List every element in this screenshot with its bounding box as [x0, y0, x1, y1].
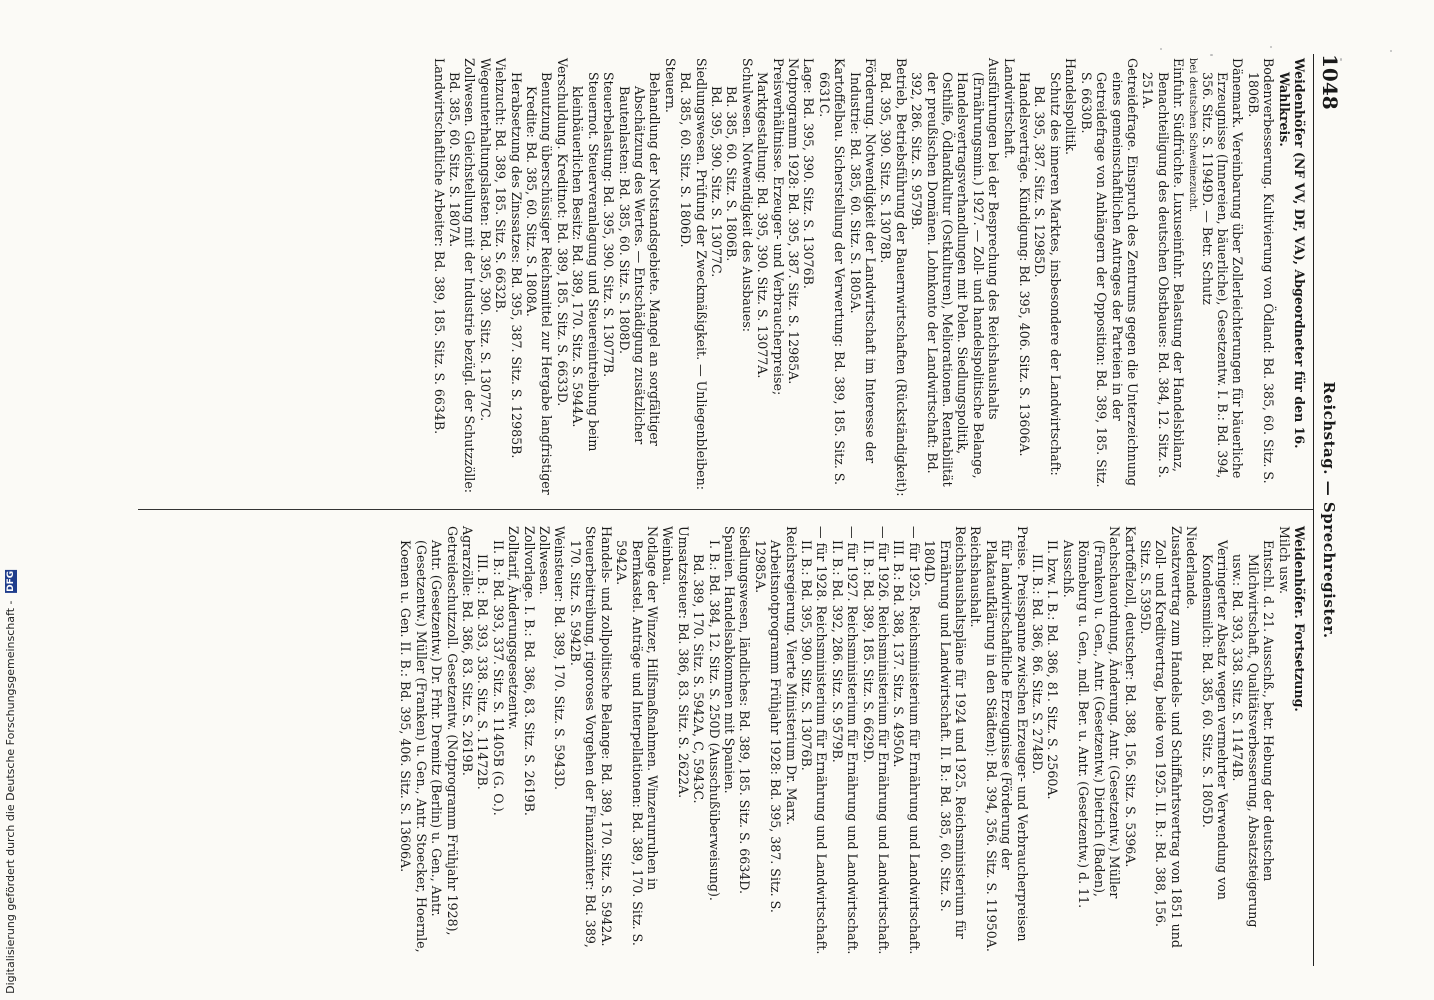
- register-entry: Reichshaushalt.: [968, 526, 984, 628]
- register-entry: Bodenverbesserung. Kultivierung von Ödland: Bd. 385, 60. Sitz. S. 1806B.: [1245, 58, 1277, 484]
- register-entry: Handelsverträge. Kündigung: Bd. 395, 406. Sitz. S. 13606A.: [1017, 72, 1033, 457]
- register-entry: Weidenhöfer. Fortsetzung.: [1292, 526, 1307, 712]
- register-entry: Zusatzvertrag zum Handels- und Schiffahrtsvertrag von 1851 und Zoll- und Kreditvertrag, beide von 1925. II. B.: Bd. 388, 156. Sitz. S. 5395D.: [1137, 526, 1184, 948]
- register-entry: — für 1925. Reichsministerium für Ernährung und Landwirtschaft. III. B.: Bd. 388, 137. Sitz. S. 4950A.: [891, 526, 922, 955]
- register-entry: Weidenhöfer (NF VV, DF, VA), Abgeordneter für den 16. Wahlkreis.: [1276, 58, 1307, 449]
- register-entry: Kartoffelzoll, deutscher: Bd. 388, 156. Sitz. S. 5396A.: [1122, 526, 1138, 868]
- register-entry: Dänemark. Vereinbarung über Zollerleichterungen für bäuerliche Erzeugnisse (Innereien, bäuerliche), Gesetzentw. I. B.: Bd. 394, 356. Sitz. S. 11949D. — Betr. Schutz: [1199, 58, 1246, 479]
- register-entry: Steuern.: [662, 58, 678, 113]
- register-entry: III. B.: Bd. 386, 86. Sitz. S. 2748D.: [1030, 554, 1046, 775]
- running-title: Reichstag. — Sprechregister.: [1320, 381, 1338, 639]
- register-entry: Schulwesen. Notwendigkeit des Ausbaues:: [739, 58, 755, 333]
- register-entry: Steuerbeitreibung, rigoroses Vorgehen der Finanzämter: Bd. 389, 170. Sitz. S. 5942B.: [567, 526, 599, 948]
- credit-text: Digitalisierung gefördert durch die Deutsche Forschungsgemeinschaft -: [4, 600, 17, 994]
- register-entry: — für 1927. Reichsministerium für Ernährung und Landwirtschaft. II. B.: Bd. 392, 286. Sitz. S. 9579B.: [829, 526, 861, 955]
- page-content: [110, 40, 1350, 980]
- page-number: 1048: [1318, 54, 1342, 110]
- register-entry: Ausführungen bei der Besprechung des Reichshaushalts (Ernährungsmin.) 1927. — Zoll- und handelspolitische Belange, Handelsvertragsverhandlungen mit Polen. Siedlungspolitik, Osthilfe, Ödlandkultur (Ostkulturen), Meliorationen. Rentabilität der preußischen Domänen. Lohnkonto der Landwirtschaft: Bd. 392, 286. Sitz. S. 9579B.: [909, 58, 1002, 487]
- register-entry: Weinbau.: [660, 526, 676, 586]
- register-entry: Kartoffelbau. Sicherstellung der Verwertung: Bd. 389, 185. Sitz. S. 6631C.: [816, 58, 848, 486]
- register-entry: Notprogramm 1928: Bd. 395, 387. Sitz. S. 12985A.: [786, 58, 801, 385]
- register-entry: Benutzung überschüssiger Reichsmittel zur Hergabe langfristiger Kredite: Bd. 385, 60. Sitz. S. 1808A.: [524, 72, 555, 495]
- register-entry: Behandlung der Notstandsgebiete. Mangel an sorgfältiger Abschätzung des Wertes. — Entschädigung zusätzlicher Bautenlasten: Bd. 385, 60. Sitz. S. 1808D.: [616, 72, 663, 446]
- register-entry: Umsatzsteuer: Bd. 386, 83. Sitz. S. 2622A.: [675, 526, 691, 799]
- register-entry: Schutz des inneren Marktes, insbesondere der Landwirtschaft: Bd. 395, 387. Sitz. S. 12985D.: [1032, 72, 1063, 476]
- register-entry: III. B.: Bd. 393, 338. Sitz. S. 11472B.: [475, 554, 491, 790]
- register-entry: Zollvorlage. I. B.: Bd. 386, 83. Sitz. S. 2619B.: [521, 526, 537, 816]
- register-entry: Nachschauordnung, Änderung. Antr. (Gesetzentw.) Müller (Franken) u. Gen., Antr. (Gesetzentw.) Dietrich (Baden), Rönneburg u. Gen., mdl. Ber. u. Antr. (Gesetzentw.) d. 11. Ausschß.: [1060, 526, 1123, 909]
- register-entry: II. bzw. I. B.: Bd. 386, 81. Sitz. S. 2560A.: [1045, 540, 1061, 800]
- register-entry: Herabsetzung des Zinssatzes: Bd. 395, 387. Sitz. S. 12985B.: [508, 72, 524, 459]
- register-entry: Zollwesen. Gleichstellung mit der Industrie bezügl. der Schutzzölle: Bd. 385, 60. Sitz. S. 1807A.: [447, 58, 478, 494]
- register-entry: Getreidefrage. Einspruch des Zentrums gegen die Unterzeichnung eines gemeinschaftlichen Antrages der Parteien in der Getreidefrage von Anhängern der Opposition: Bd. 389, 185. Sitz. S. 6630B.: [1078, 58, 1140, 488]
- register-entry: Niederlande.: [1184, 526, 1200, 610]
- register-entry: I. B.: Bd. 384, 12. Sitz. S. 250D (Ausschußüberweisung).: [706, 540, 722, 901]
- register-columns: [138, 54, 1313, 966]
- register-entry: Siedlungswesen. Prüfung der Zweckmäßigkeit. — Unliegenbleiben: Bd. 385, 60. Sitz. S. 1806D.: [678, 58, 709, 490]
- register-entry: Spanien. Handelsabkommen mit Spanien.: [721, 526, 737, 794]
- register-entry: — für 1926. Reichsministerium für Ernährung und Landwirtschaft. II. B.: Bd. 389, 185. Sitz. S. 6629D.: [860, 526, 892, 955]
- register-entry: Landwirtschaft.: [1001, 58, 1017, 159]
- register-entry: Zollwesen.: [537, 526, 553, 595]
- register-entry: Steuernot. Steuerveranlagung und Steuereintreibung beim kleinbäuerlichen Besitz: Bd. 389, 170. Sitz. S. 5944A.: [570, 72, 601, 452]
- register-entry: Viehzucht: Bd. 389, 185. Sitz. S. 6632B.: [493, 58, 509, 313]
- register-entry: II. B.: Bd. 393, 337. Sitz. S. 11405B (G. O.).: [490, 540, 506, 816]
- register-entry: Einfuhr. Südfrüchte. Luxuseinfuhr. Belastung der Handelsbilanz, Benachteiligung des deutschen Obstbaues: Bd. 384, 12. Sitz. S. 251A.: [1140, 58, 1187, 478]
- digitization-credit: [4, 570, 17, 994]
- register-entry: Agrarzölle: Bd. 386, 83. Sitz. S. 2619B.: [460, 526, 476, 776]
- register-entry: Lage: Bd. 395, 390. Sitz. S. 13076B.: [801, 58, 817, 289]
- register-entry: Milch usw.: [1276, 526, 1292, 594]
- register-entry: Reichshaushaltspläne für 1924 und 1925. Reichsministerium für Ernährung und Landwirtschaft. II. B.: Bd. 385, 60. Sitz. S. 1804D.: [922, 526, 969, 939]
- register-entry: Wegeunterhaltungslasten: Bd. 395, 390. Sitz. S. 13077C.: [477, 58, 493, 422]
- register-entry: Handelspolitik.: [1063, 58, 1079, 156]
- register-entry: Verringerter Absatz wegen vermehrter Verwendung von Kondensmilch: Bd. 385, 60. Sitz. S. 1805D.: [1199, 540, 1230, 900]
- register-entry: Betrieb, Betriebsführung der Bauernwirtschaften (Rückständigkeit): Bd. 395, 390. Sitz. S. 13078B.: [878, 58, 909, 497]
- register-entry: Bd. 385, 60. Sitz. S. 1806B.: [724, 86, 740, 262]
- register-entry: Siedlungswesen, ländliches: Bd. 389, 185. Sitz. S. 6634D.: [737, 526, 753, 894]
- register-entry: — für 1928. Reichsministerium für Ernährung und Landwirtschaft. II. B.: Bd. 395, 390. Sitz. S. 13076B.: [799, 526, 830, 955]
- register-entry: Förderung. Notwendigkeit der Landwirtschaft im Interesse der Industrie: Bd. 385, 60. Sitz. S. 1805A.: [847, 58, 879, 464]
- register-entry: Landwirtschaftliche Arbeiter: Bd. 389, 185. Sitz. S. 6634B.: [431, 58, 447, 435]
- register-entry: Entschl. d. 21. Ausschß., betr. Hebung der deutschen Milchwirtschaft, Qualitätsverbesserung, Absatzsteigerung usw.: Bd. 393, 338. Sitz. S. 11474B.: [1230, 540, 1277, 928]
- register-entry: Zolltarif, Änderungsgesetzentw.: [506, 526, 522, 730]
- rotated-page: [110, 40, 1350, 980]
- right-column: [138, 510, 1313, 966]
- page-header: [1313, 54, 1344, 966]
- register-entry: Weinsteuer: Bd. 389, 170. Sitz. S. 5943D.: [552, 526, 568, 790]
- dfg-logo: DFG: [6, 571, 16, 593]
- register-entry: Handels- und zollpolitische Belange: Bd. 389, 170. Sitz. S. 5942A.: [598, 526, 614, 947]
- register-entry: Preise. Preisspanne zwischen Erzeuger- und Verbraucherpreisen für landwirtschaftliche Erzeugnisse (Förderung der Plakataufklärung in den Städten): Bd. 394, 356. Sitz. S. 11950A.: [983, 526, 1030, 952]
- register-entry: Preisverhältnisse. Erzeuger- und Verbraucherpreise; Marktgestaltung: Bd. 395, 390. Sitz. S. 13077A.: [755, 58, 786, 396]
- register-entry: Notlage der Winzer, Hilfsmaßnahmen. Winzerunruhen in Bernkastel. Anträge und Interpellationen: Bd. 389, 170. Sitz. S. 5942A.: [614, 526, 660, 946]
- register-entry: Bd. 389, 170. Sitz. S. 5942A, C, 5943C.: [691, 554, 707, 804]
- left-column: [138, 54, 1313, 510]
- register-entry: Steuerbelastung: Bd. 395, 390. Sitz. S. 13077B.: [601, 72, 617, 378]
- register-entry: Bd. 395, 390. Sitz. S. 13077C.: [708, 86, 724, 278]
- register-entry: Reichsregierung. Vierte Ministerium Dr. Marx. Arbeitsnotprogramm Frühjahr 1928: Bd. 395, 387. Sitz. S. 12985A.: [752, 526, 799, 913]
- register-entry: Getreideschutzzoll. Gesetzentw. (Notprogramm Frühjahr 1928), Antr. (Gesetzentw.) Dr. Frhr. Dremitz (Berlin) u. Gen., Antr. (Gesetzentw.) Müller (Franken) u. Gen., Antr. Stoecker, Hoernle, Koenen u. Gen. II. B.: Bd. 395, 406. Sitz. S. 13606A.: [398, 526, 460, 953]
- register-entry: bei deutschen Schweinezucht.: [1187, 58, 1199, 213]
- register-entry: Verschuldung. Kreditnot: Bd. 389, 185. Sitz. S. 6633D.: [554, 58, 570, 407]
